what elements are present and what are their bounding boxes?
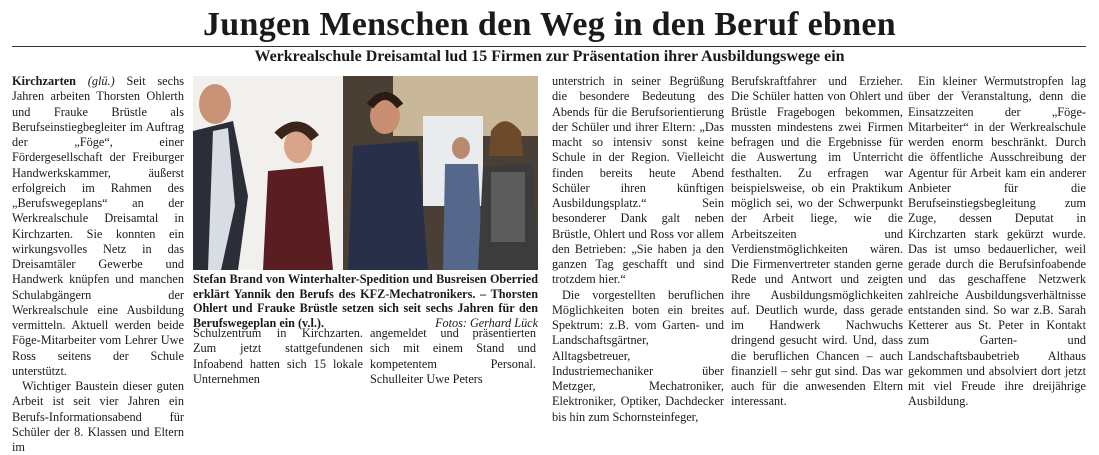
photo-illustration [193,76,538,270]
paragraph: Wichtiger Baustein dieser guten Arbeit ist seit vier Jahren ein Berufs-Informationsabend für Schüler der 8. Klassen und Eltern im [12,379,184,454]
author-initials: (glü.) [87,74,115,88]
paragraph: Berufskraftfahrer und Erzieher. Die Schüler hatten von Ohlert und Brüstle Fragebogen bekommen, mussten mindestens zwei Firmen befragen und die Ergebnisse für die Auswertung im Unterricht festhalten. Zu erfragen war beispielsweise, ob ein Praktikum möglich sei, wo der Schwerpunkt der Arbeit liege, wie die Arbeitszeiten und Verdienstmöglichkeiten wären. Die Firmenvertreter standen gerne Rede und Antwort und zeigten ihre Ausbildungsmöglichkeiten auf. Deutlich wurde, dass gerade im Handwerk Nachwuchs dringend gesucht wird. Und, dass die beruflichen Chancen – auch finanziell – sehr gut sind. Das war auch für die anwesenden Eltern interessant. [731,74,903,409]
photo-caption [193,272,538,330]
paragraph: unterstrich in seiner Begrüßung die besondere Bedeutung des Abends für die Berufsorientierung der Schüler und ihrer Eltern: „Das macht so intensiv sonst keine Schule in der Region. Vielleicht finden bereits heute Abend Schüler ihren künftigen Ausbildungsplatz.“ Sein besonderer Dank galt neben Brüstle, Ohlert und Ross vor allem den Betrieben: „Sie haben ja den ganzen Tag geschafft und sind trotzdem hier.“ [552,74,724,287]
dateline: Kirchzarten [12,74,76,88]
paragraph: Die vorgestellten beruflichen Möglichkeiten boten ein breites Spektrum: z.B. vom Garten- und Landschaftsgärtner, Alltagsbetreuer, Industriemechaniker über Metzger, Mechatroniker, Elektroniker, Optiker, Dachdecker bis hin zum Schornsteinfeger, [552,287,724,424]
article-subheadline: Werkrealschule Dreisamtal lud 15 Firmen zur Präsentation ihrer Ausbildungswege ein [254,48,845,65]
column-6 [908,74,1086,410]
article-photo [193,76,538,270]
paragraph: angemeldet und präsentierten sich mit einem Stand und kompetentem Personal. Schulleiter Uwe Peters [370,326,536,386]
caption-text: Stefan Brand von Winterhalter-Spedition und Busreisen Oberried erklärt Yannik den Berufs des KFZ-Mechatronikers. – Thorsten Ohlert und Frauke Brüstle setzen sich seit sechs Jahren für den Berufswegeplan ein (v.l.). [193,272,538,330]
article-headline: Jungen Menschen den Weg in den Beruf ebnen [202,6,896,43]
paragraph [12,74,184,379]
paragraph: Schulzentrum in Kirchzarten. Zum jetzt stattgefundenen Infoabend hatten sich 15 lokale Unternehmen [193,326,363,386]
column-1 [12,74,184,455]
column-5 [731,74,903,410]
photo-credit: Fotos: Gerhard Lück [435,315,538,330]
paragraph: Ein kleiner Wermutstropfen lag über der Veranstaltung, denn die Einsatzzeiten der „Föge-Mitarbeiter“ in der Werkrealschule werden enorm beschränkt. Durch die öffentliche Ausschreibung der Agentur für Arbeit kam ein anderer Anbieter für die Berufseinstiegsbegleitung zum Zuge, dessen Deputat in Kirchzarten stark gekürzt wurde. Das ist umso bedauerlicher, weil gerade durch die Berufsinfoabende und das geschaffene Netzwerk zahlreiche Ausbildungsverhältnisse entstanden sind. So war z.B. Sarah Ketterer aus St. Peter in Kontakt zum Garten- und Landschaftsbaubetrieb Althaus gekommen und absolviert dort jetzt mit viel Freude ihre dreijährige Ausbildung. [908,74,1086,409]
paragraph-text: Seit sechs Jahren arbeiten Thorsten Ohlerth und Frauke Brüstle als Berufseinstiegbegleiter im Auftrag der „Föge“, einer Fördergesellschaft der Freiburger Handwerkskammer, äußerst erfolgreich im Rahmen des „Berufswegeplans“ an der Werkrealschule Dreisamtal in Kirchzarten. Sie konnten ein wirkungsvolles Netz in das Dreisamtäler Gewerbe und Handwerk knüpfen und manchen Schulabgängern der Werkrealschule eine Ausbildung vermitteln. Aktuell werden beide Föge-Mitarbeiter vom Lehrer Uwe Ross seitens der Schule unterstützt. [12,74,185,378]
column-3 [370,326,536,387]
column-2 [193,326,363,387]
column-4 [552,74,724,425]
